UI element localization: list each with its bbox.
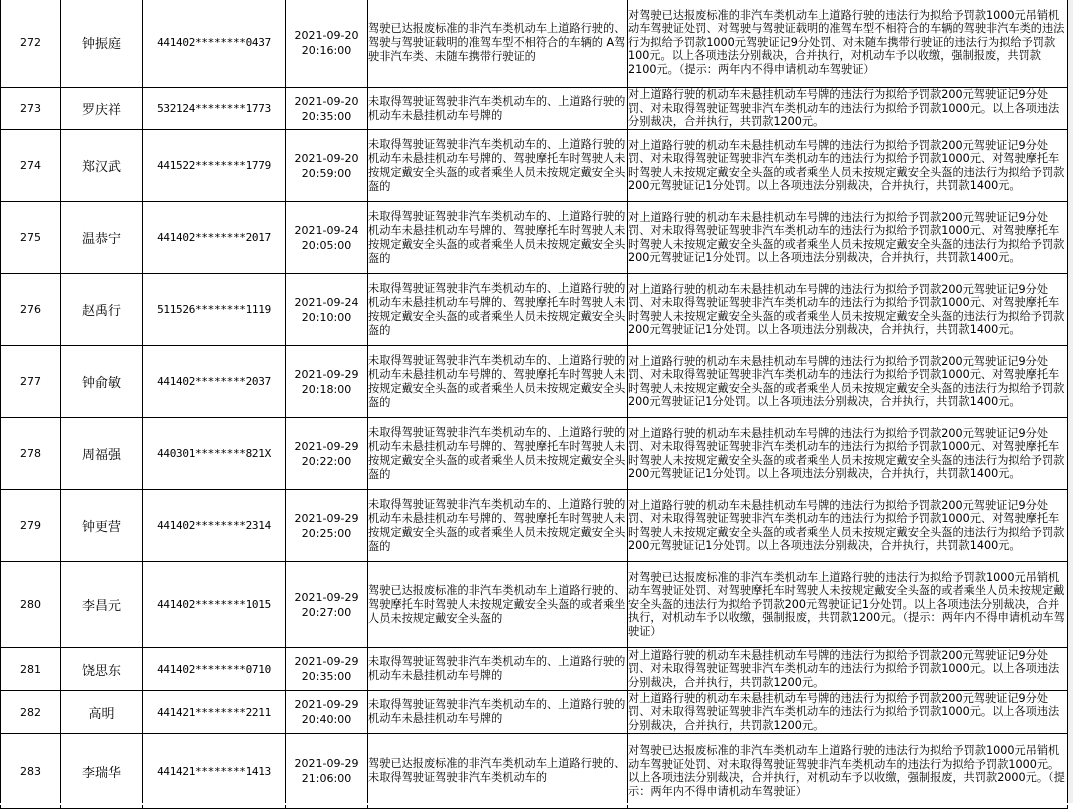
violation-fact: 未取得驾驶证驾驶非汽车类机动车的、上道路行驶的机动车未悬挂机动车号牌的、驾驶摩托车时驾驶人未按规定戴安全头盔的或者乘坐人员未按规定戴安全头盔的 bbox=[368, 418, 628, 490]
violation-fact: 驾驶已达报废标准的非汽车类机动车上道路行驶的、未取得驾驶证驾驶非汽车类机动车的 bbox=[368, 734, 628, 809]
violation-clock: 20:18:00 bbox=[301, 382, 352, 396]
violation-time bbox=[286, 0, 368, 88]
person-name: 郑汉武 bbox=[61, 130, 143, 202]
table-row bbox=[1, 734, 1068, 809]
penalty-text: 对上道路行驶的机动车未悬挂机动车号牌的违法行为拟给予罚款200元驾驶证记9分处罚、对未取得驾驶证驾驶非汽车类机动车的违法行为拟给予罚款1000元、对驾驶摩托车时驾驶人未按规定戴安全头盔的或者乘坐人员未按规定戴安全头盔的违法行为拟给予罚款200元驾驶证记1分处罚。以上各项违法分别裁决，合并执行，共罚款1400元。 bbox=[628, 274, 1068, 346]
violation-time bbox=[286, 562, 368, 648]
id-number: 441421********2211 bbox=[143, 691, 286, 734]
id-number: 441402********2037 bbox=[143, 346, 286, 418]
penalty-text: 对上道路行驶的机动车未悬挂机动车号牌的违法行为拟给予罚款200元驾驶证记9分处罚、对未取得驾驶证驾驶非汽车类机动车的违法行为拟给予罚款1000元、对驾驶摩托车时驾驶人未按规定戴安全头盔的或者乘坐人员未按规定戴安全头盔的违法行为拟给予罚款200元驾驶证记1分处罚。以上各项违法分别裁决，合并执行，共罚款1400元。 bbox=[628, 346, 1068, 418]
violation-date: 2021-09-24 bbox=[294, 223, 359, 237]
row-number: 272 bbox=[1, 0, 61, 88]
table-row bbox=[1, 691, 1068, 734]
person-name: 罗庆祥 bbox=[61, 88, 143, 130]
row-number: 276 bbox=[1, 274, 61, 346]
violation-clock: 20:35:00 bbox=[301, 670, 352, 683]
person-name: 李昌元 bbox=[61, 562, 143, 648]
violation-date: 2021-09-20 bbox=[294, 28, 359, 42]
penalty-text: 对上道路行驶的机动车未悬挂机动车号牌的违法行为拟给予罚款200元驾驶证记9分处罚、对未取得驾驶证驾驶非汽车类机动车的违法行为拟给予罚款1000元。以上各项违法分别裁决，合并执行，共罚款1200元。 bbox=[628, 691, 1068, 734]
person-name: 李瑞华 bbox=[61, 734, 143, 809]
table-row bbox=[1, 418, 1068, 490]
row-number: 273 bbox=[1, 88, 61, 130]
table-row bbox=[1, 274, 1068, 346]
row-number: 282 bbox=[1, 691, 61, 734]
table-row bbox=[1, 130, 1068, 202]
violation-date: 2021-09-20 bbox=[294, 94, 359, 108]
violation-clock: 20:16:00 bbox=[301, 43, 352, 57]
table-row bbox=[1, 0, 1068, 88]
person-name: 高明 bbox=[61, 691, 143, 734]
violation-time bbox=[286, 88, 368, 130]
violation-time bbox=[286, 202, 368, 274]
violation-date: 2021-09-29 bbox=[294, 511, 359, 525]
row-number: 275 bbox=[1, 202, 61, 274]
id-number: 441402********2314 bbox=[143, 490, 286, 562]
id-number: 440301********821X bbox=[143, 418, 286, 490]
violation-clock: 20:59:00 bbox=[301, 166, 352, 180]
person-name: 钟俞敏 bbox=[61, 346, 143, 418]
violation-time bbox=[286, 648, 368, 691]
table-row bbox=[1, 202, 1068, 274]
person-name: 温恭宁 bbox=[61, 202, 143, 274]
person-name: 钟振庭 bbox=[61, 0, 143, 88]
violation-clock: 20:35:00 bbox=[301, 109, 352, 123]
row-number: 278 bbox=[1, 418, 61, 490]
table-row bbox=[1, 346, 1068, 418]
violation-date: 2021-09-29 bbox=[294, 655, 359, 668]
violation-fact: 未取得驾驶证驾驶非汽车类机动车的、上道路行驶的机动车未悬挂机动车号牌的、驾驶摩托车时驾驶人未按规定戴安全头盔的或者乘坐人员未按规定戴安全头盔的 bbox=[368, 346, 628, 418]
violation-time bbox=[286, 274, 368, 346]
violation-clock: 20:25:00 bbox=[301, 526, 352, 540]
violation-fact: 未取得驾驶证驾驶非汽车类机动车的、上道路行驶的机动车未悬挂机动车号牌的 bbox=[368, 648, 628, 691]
id-number: 532124********1773 bbox=[143, 88, 286, 130]
penalty-text: 对上道路行驶的机动车未悬挂机动车号牌的违法行为拟给予罚款200元驾驶证记9分处罚、对未取得驾驶证驾驶非汽车类机动车的违法行为拟给予罚款1000元。以上各项违法分别裁决，合并执行，共罚款1200元。 bbox=[628, 88, 1068, 130]
violation-time bbox=[286, 418, 368, 490]
table-row bbox=[1, 490, 1068, 562]
row-number: 279 bbox=[1, 490, 61, 562]
person-name: 周福强 bbox=[61, 418, 143, 490]
penalty-text: 对上道路行驶的机动车未悬挂机动车号牌的违法行为拟给予罚款200元驾驶证记9分处罚、对未取得驾驶证驾驶非汽车类机动车的违法行为拟给予罚款1000元、对驾驶摩托车时驾驶人未按规定戴安全头盔的或者乘坐人员未按规定戴安全头盔的违法行为拟给予罚款200元驾驶证记1分处罚。以上各项违法分别裁决，合并执行，共罚款1400元。 bbox=[628, 490, 1068, 562]
violation-fact: 未取得驾驶证驾驶非汽车类机动车的、上道路行驶的机动车未悬挂机动车号牌的 bbox=[368, 88, 628, 130]
person-name: 钟更营 bbox=[61, 490, 143, 562]
violation-date: 2021-09-29 bbox=[294, 757, 359, 770]
violation-date: 2021-09-24 bbox=[294, 295, 359, 309]
row-number: 274 bbox=[1, 130, 61, 202]
violation-date: 2021-09-29 bbox=[294, 439, 359, 453]
violation-clock: 20:10:00 bbox=[301, 310, 352, 324]
person-name: 赵禹行 bbox=[61, 274, 143, 346]
violation-clock: 20:22:00 bbox=[301, 454, 352, 468]
violation-clock: 21:06:00 bbox=[301, 772, 352, 785]
id-number: 441402********0710 bbox=[143, 648, 286, 691]
row-number: 280 bbox=[1, 562, 61, 648]
id-number: 511526********1119 bbox=[143, 274, 286, 346]
table-row bbox=[1, 562, 1068, 648]
penalty-text: 对驾驶已达报废标准的非汽车类机动车上道路行驶的违法行为拟给予罚款1000元吊销机动车驾驶证处罚、对驾驶摩托车时驾驶人未按规定戴安全头盔的或者乘坐人员未按规定戴安全头盔的违法行为拟给予罚款200元驾驶证记1分处罚。以上各项违法分别裁决，合并执行，对机动车予以收缴，强制报废，共罚款1200元。（提示：两年内不得申请机动车驾驶证） bbox=[628, 562, 1068, 648]
table-body bbox=[1, 0, 1068, 809]
violation-fact: 未取得驾驶证驾驶非汽车类机动车的、上道路行驶的机动车未悬挂机动车号牌的、驾驶摩托车时驾驶人未按规定戴安全头盔的或者乘坐人员未按规定戴安全头盔的 bbox=[368, 490, 628, 562]
violation-fact: 驾驶已达报废标准的非汽车类机动车上道路行驶的、驾驶与驾驶证载明的准驾车型不相符合的车辆的 A驾驶非汽车类、未随车携带行驶证的 bbox=[368, 0, 628, 88]
violation-clock: 20:27:00 bbox=[301, 605, 352, 619]
penalty-text: 对驾驶已达报废标准的非汽车类机动车上道路行驶的违法行为拟给予罚款1000元吊销机动车驾驶证处罚、对未取得驾驶证驾驶非汽车类机动车的违法行为拟给予罚款1000元。以上各项违法分别裁决，合并执行，对机动车予以收缴，强制报废，共罚款2000元。（提示：两年内不得申请机动车驾驶证） bbox=[628, 734, 1068, 809]
violation-time bbox=[286, 734, 368, 809]
penalty-text: 对上道路行驶的机动车未悬挂机动车号牌的违法行为拟给予罚款200元驾驶证记9分处罚、对未取得驾驶证驾驶非汽车类机动车的违法行为拟给予罚款1000元、对驾驶摩托车时驾驶人未按规定戴安全头盔的或者乘坐人员未按规定戴安全头盔的违法行为拟给予罚款200元驾驶证记1分处罚。以上各项违法分别裁决，合并执行，共罚款1400元。 bbox=[628, 130, 1068, 202]
violation-time bbox=[286, 490, 368, 562]
violation-clock: 20:05:00 bbox=[301, 238, 352, 252]
violation-date: 2021-09-20 bbox=[294, 151, 359, 165]
violation-time bbox=[286, 346, 368, 418]
violation-fact: 未取得驾驶证驾驶非汽车类机动车的、上道路行驶的机动车未悬挂机动车号牌的 bbox=[368, 691, 628, 734]
violation-fact: 未取得驾驶证驾驶非汽车类机动车的、上道路行驶的机动车未悬挂机动车号牌的、驾驶摩托车时驾驶人未按规定戴安全头盔的或者乘坐人员未按规定戴安全头盔的 bbox=[368, 202, 628, 274]
id-number: 441522********1779 bbox=[143, 130, 286, 202]
scrollbar-track[interactable] bbox=[1068, 0, 1073, 805]
violation-date: 2021-09-29 bbox=[294, 367, 359, 381]
row-number: 277 bbox=[1, 346, 61, 418]
violation-date: 2021-09-29 bbox=[294, 590, 359, 604]
id-number: 441402********1015 bbox=[143, 562, 286, 648]
violation-clock: 20:40:00 bbox=[301, 713, 352, 726]
penalty-text: 对上道路行驶的机动车未悬挂机动车号牌的违法行为拟给予罚款200元驾驶证记9分处罚、对未取得驾驶证驾驶非汽车类机动车的违法行为拟给予罚款1000元、对驾驶摩托车时驾驶人未按规定戴安全头盔的或者乘坐人员未按规定戴安全头盔的违法行为拟给予罚款200元驾驶证记1分处罚。以上各项违法分别裁决，合并执行，共罚款1400元。 bbox=[628, 202, 1068, 274]
penalty-text: 对驾驶已达报废标准的非汽车类机动车上道路行驶的违法行为拟给予罚款1000元吊销机动车驾驶证处罚、对驾驶与驾驶证载明的准驾车型不相符合的车辆的驾驶非汽车类的违法行为拟给予罚款1000元驾驶证记9分处罚、对未随车携带行驶证的违法行为拟给予罚款100元。以上各项违法分别裁决，合并执行，对机动车予以收缴，强制报废，共罚款2100元。（提示：两年内不得申请机动车驾驶证） bbox=[628, 0, 1068, 88]
id-number: 441421********1413 bbox=[143, 734, 286, 809]
violation-date: 2021-09-29 bbox=[294, 698, 359, 711]
penalty-text: 对上道路行驶的机动车未悬挂机动车号牌的违法行为拟给予罚款200元驾驶证记9分处罚、对未取得驾驶证驾驶非汽车类机动车的违法行为拟给予罚款1000元。以上各项违法分别裁决，合并执行，共罚款1200元。 bbox=[628, 648, 1068, 691]
violation-time bbox=[286, 130, 368, 202]
violation-fact: 未取得驾驶证驾驶非汽车类机动车的、上道路行驶的机动车未悬挂机动车号牌的、驾驶摩托车时驾驶人未按规定戴安全头盔的或者乘坐人员未按规定戴安全头盔的 bbox=[368, 130, 628, 202]
table-row bbox=[1, 88, 1068, 130]
id-number: 441402********2017 bbox=[143, 202, 286, 274]
row-number: 281 bbox=[1, 648, 61, 691]
person-name: 饶思东 bbox=[61, 648, 143, 691]
id-number: 441402********0437 bbox=[143, 0, 286, 88]
violation-fact: 驾驶已达报废标准的非汽车类机动车上道路行驶的、驾驶摩托车时驾驶人未按规定戴安全头盔的或者乘坐人员未按规定戴安全头盔的 bbox=[368, 562, 628, 648]
table-row bbox=[1, 648, 1068, 691]
penalty-text: 对上道路行驶的机动车未悬挂机动车号牌的违法行为拟给予罚款200元驾驶证记9分处罚、对未取得驾驶证驾驶非汽车类机动车的违法行为拟给予罚款1000元、对驾驶摩托车时驾驶人未按规定戴安全头盔的或者乘坐人员未按规定戴安全头盔的违法行为拟给予罚款200元驾驶证记1分处罚。以上各项违法分别裁决，合并执行，共罚款1400元。 bbox=[628, 418, 1068, 490]
row-number: 283 bbox=[1, 734, 61, 809]
violation-fact: 未取得驾驶证驾驶非汽车类机动车的、上道路行驶的机动车未悬挂机动车号牌的、驾驶摩托车时驾驶人未按规定戴安全头盔的或者乘坐人员未按规定戴安全头盔的 bbox=[368, 274, 628, 346]
violation-time bbox=[286, 691, 368, 734]
